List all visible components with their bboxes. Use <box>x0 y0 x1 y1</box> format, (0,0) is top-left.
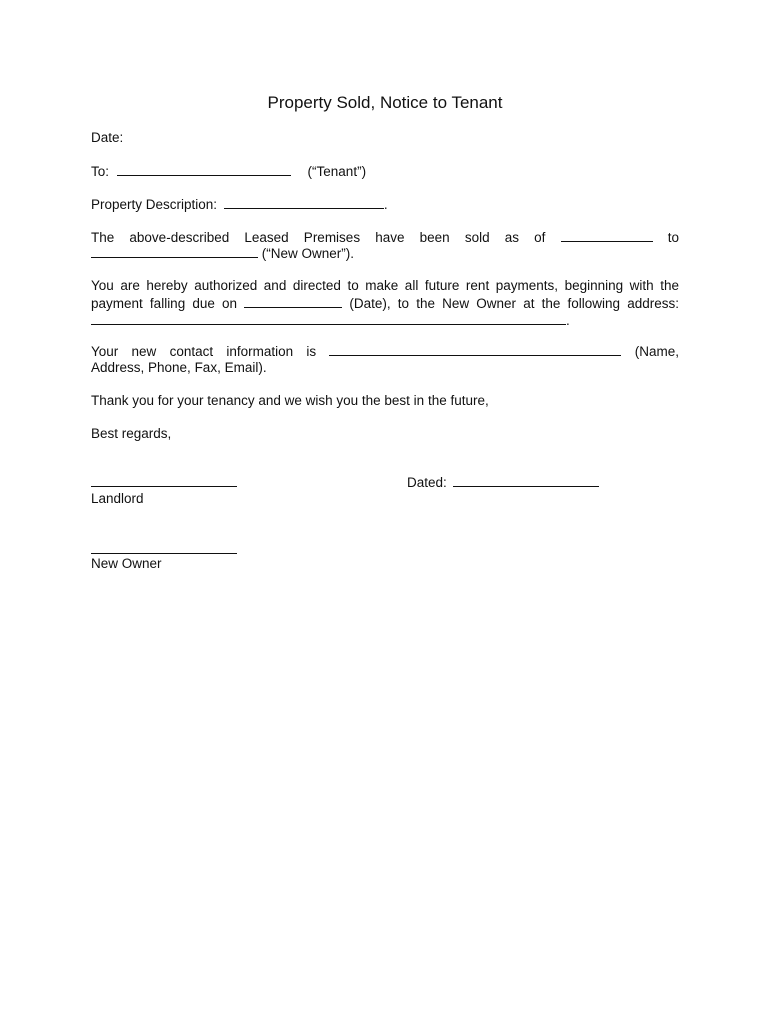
payment-falling-due-label: payment falling due on <box>91 296 238 311</box>
landlord-signature-line[interactable] <box>91 486 237 487</box>
new-owner-signature-line[interactable] <box>91 553 237 554</box>
date-label: Date: <box>91 130 124 145</box>
dated-blank[interactable] <box>453 474 599 487</box>
new-owner-name-blank[interactable] <box>91 245 258 258</box>
sold-paragraph-line2 <box>91 245 679 262</box>
new-owner-tag: (“New Owner”). <box>261 246 355 261</box>
new-owner-address-blank[interactable] <box>91 312 566 325</box>
contact-line1 <box>91 343 679 360</box>
tenant-name-blank[interactable] <box>117 163 291 176</box>
address-end: . <box>566 313 570 328</box>
authorized-line1: You are hereby authorized and directed to make all future rent payments, beginning with the <box>91 278 679 293</box>
property-description-line <box>91 196 679 213</box>
contact-info-label: Your new contact information is <box>91 344 317 359</box>
document-title: Property Sold, Notice to Tenant <box>267 93 503 112</box>
date-to-new-owner: (Date), to the New Owner at the following address: <box>349 296 679 311</box>
authorized-line3 <box>91 312 679 329</box>
authorized-line2 <box>91 295 679 312</box>
landlord-label: Landlord <box>91 491 144 506</box>
sold-text-to: to <box>667 230 679 245</box>
thank-you-line: Thank you for your tenancy and we wish you the best in the future, <box>91 393 489 408</box>
tenant-tag: (“Tenant”) <box>307 164 367 179</box>
property-description-blank[interactable] <box>224 196 384 209</box>
to-line <box>91 163 679 180</box>
payment-date-blank[interactable] <box>244 295 342 308</box>
property-description-end: . <box>383 197 388 212</box>
property-description-label: Property Description: <box>91 197 218 212</box>
contact-line2: Address, Phone, Fax, Email). <box>91 360 267 375</box>
closing-line: Best regards, <box>91 426 172 441</box>
sold-text-start: The above-described Leased Premises have been sold as of <box>91 230 546 245</box>
sold-paragraph-line1 <box>91 229 679 246</box>
contact-info-blank[interactable] <box>329 343 621 356</box>
sold-date-blank[interactable] <box>561 229 653 242</box>
dated-line <box>407 474 599 491</box>
to-label: To: <box>91 164 110 179</box>
date-line <box>91 130 679 146</box>
new-owner-label: New Owner <box>91 556 162 571</box>
contact-info-name: (Name, <box>634 344 679 359</box>
dated-label: Dated: <box>407 475 447 490</box>
